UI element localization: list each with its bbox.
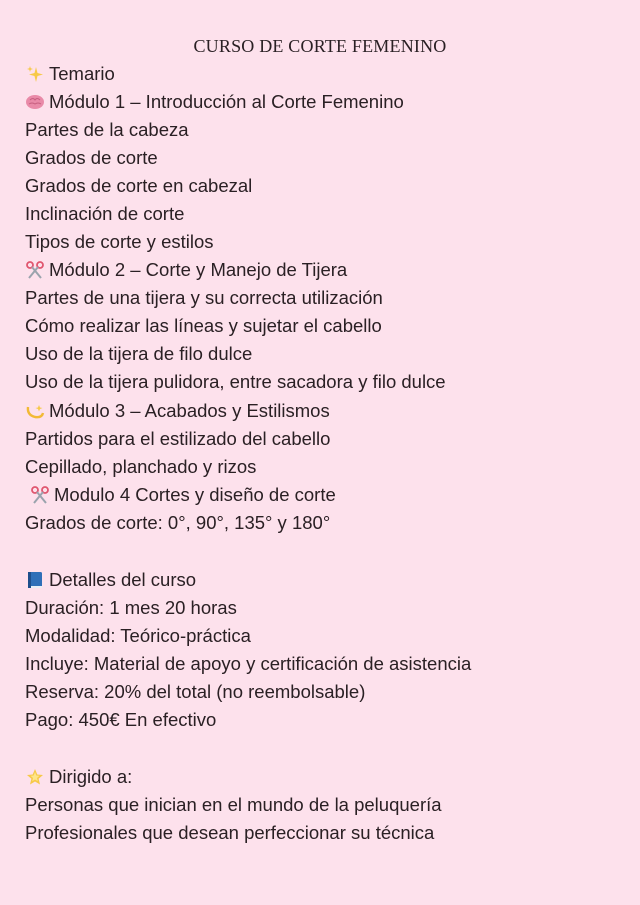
detail-item: Pago: 450€ En efectivo xyxy=(25,709,217,730)
dirigido-heading: Dirigido a: xyxy=(25,763,132,791)
module-1-title: Módulo 1 – Introducción al Corte Femenino xyxy=(25,88,404,116)
list-item: Partes de una tijera y su correcta utilización xyxy=(25,287,383,308)
list-item: Tipos de corte y estilos xyxy=(25,231,214,252)
temario-heading xyxy=(25,60,115,88)
module-4-title: Modulo 4 Cortes y diseño de corte xyxy=(30,481,336,509)
audience-item: Profesionales que desean perfeccionar su técnica xyxy=(25,822,435,843)
dizzy-icon xyxy=(25,401,45,421)
list-item: Partes de la cabeza xyxy=(25,119,189,140)
detail-item: Reserva: 20% del total (no reembolsable) xyxy=(25,681,366,702)
detalles-heading: Detalles del curso xyxy=(25,566,196,594)
list-item: Grados de corte: 0°, 90°, 135° y 180° xyxy=(25,512,331,533)
blue-book-icon xyxy=(25,570,45,590)
audience-item: Personas que inician en el mundo de la peluquería xyxy=(25,794,442,815)
list-item: Uso de la tijera de filo dulce xyxy=(25,343,253,364)
detail-item: Modalidad: Teórico-práctica xyxy=(25,625,251,646)
list-item: Cepillado, planchado y rizos xyxy=(25,456,257,477)
list-item: Cómo realizar las líneas y sujetar el cabello xyxy=(25,315,382,336)
sparkles-icon xyxy=(25,64,45,84)
glowing-star-icon xyxy=(25,767,45,787)
scissors-icon xyxy=(30,485,50,505)
list-item: Grados de corte xyxy=(25,147,158,168)
temario-heading-label: Temario xyxy=(49,63,115,84)
page-title: CURSO DE CORTE FEMENINO xyxy=(193,36,447,56)
detail-item: Incluye: Material de apoyo y certificación de asistencia xyxy=(25,653,472,674)
brain-icon xyxy=(25,92,45,112)
module-3-title: Módulo 3 – Acabados y Estilismos xyxy=(25,397,330,425)
list-item: Uso de la tijera pulidora, entre sacadora y filo dulce xyxy=(25,371,446,392)
detail-item: Duración: 1 mes 20 horas xyxy=(25,597,237,618)
list-item: Partidos para el estilizado del cabello xyxy=(25,428,331,449)
scissors-icon xyxy=(25,260,45,280)
module-2-title: Módulo 2 – Corte y Manejo de Tijera xyxy=(25,256,347,284)
list-item: Inclinación de corte xyxy=(25,203,185,224)
list-item: Grados de corte en cabezal xyxy=(25,175,253,196)
